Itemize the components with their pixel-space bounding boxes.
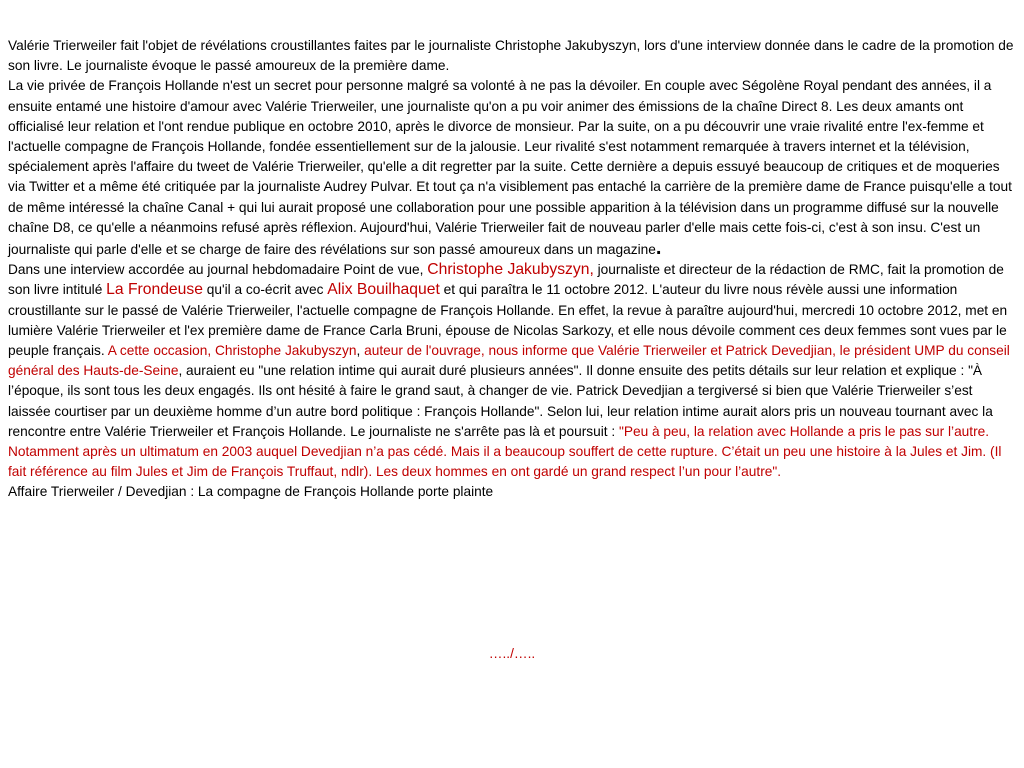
interview-text-c: qu'il a co-écrit avec bbox=[202, 282, 328, 298]
article-body bbox=[8, 36, 1016, 503]
paragraph-private-life-text: La vie privée de François Hollande n'est un secret pour personne malgré sa volonté à ne pas la dévoiler. En couple avec Ségolène Royal pendant des années, il a ensuite entamé une histoire d'amour avec Valérie Trierweiler, une journaliste qu'on a pu voir animer des émissions de la chaîne Direct 8. Les deux amants ont officialisé leur relation et l'ont rendue publique en octobre 2010, après le divorce de monsieur. Par la suite, on a pu découvrir une vraie rivalité entre l'ex-femme et l'actuelle compagne de François Hollande, fondée essentiellement sur de la jalousie. Leur rivalité s'est notamment remarquée à travers internet et la télévision, spécialement après l'affaire du tweet de Valérie Trierweiler, qu'elle a dit regretter par la suite. Cette dernière a depuis essuyé beaucoup de critiques et de moqueries via Twitter et a même été critiquée par la journaliste Audrey Pulvar. Et tout ça n'a visiblement pas entaché la carrière de la première dame de France puisqu'elle a tout de même intéressé la chaîne Canal + qui lui aurait proposé une collaboration pour une possible apparition à la télévision dans un programme diffusé sur la nouvelle chaîne D8, ce qu'elle a néanmoins refusé après réflexion. Aujourd'hui, Valérie Trierweiler fait de nouveau parler d'elle mais cette fois-ci, c'est à son insu. C'est un journaliste qui parle d'elle et se charge de faire des révélations sur son passé amoureux dans un magazine bbox=[8, 78, 1012, 258]
paragraph-interview bbox=[8, 260, 1016, 482]
interview-text-a: Dans une interview accordée au journal hebdomadaire Point de vue, bbox=[8, 262, 428, 278]
red-text-author: auteur de l'ouvrage, nous informe que Valérie Trierweiler et Patrick Devedjian, le président UMP du conseil général des Hauts-de-Seine bbox=[8, 343, 1010, 379]
author-name-highlight: Christophe Jakubyszyn, bbox=[427, 261, 594, 279]
red-text-quote: "Peu à peu, la relation avec Hollande a pris le pas sur l’autre. Notamment après un ultimatum en 2003 auquel Devedjian n’a pas cédé. Mais il a beaucoup souffert de cette rupture. C’était un peu une histoire à la Jules et Jim. (Il fait référence au film Jules et Jim de François Truffaut, ndlr). Les deux hommes en ont gardé un grand respect l’un pour l’autre". bbox=[8, 423, 1002, 480]
book-title-highlight: La Frondeuse bbox=[106, 281, 203, 299]
interview-text-b: journaliste et directeur de la rédaction de RMC, fait la promotion de son livre intitulé bbox=[8, 262, 1004, 298]
interview-text-e: , auraient eu "une relation intime qui aurait duré plusieurs années". Il donne ensuite des petits détails sur leur relation et explique : "À l’époque, ils sont tous les deux engagés. Ils ont hésité à faire le grand saut, à changer de vie. Patrick Devedjian a tergiversé si bien que Valérie Trierweiler s’est laissée courtiser par un deuxième homme d’un autre bord politique : François Hollande". Selon lui, leur relation intime aurait alors pris un nouveau tournant avec la rencontre entre Valérie Trierweiler et François Hollande. Le journaliste ne s'arrête pas là et poursuit : bbox=[8, 363, 993, 439]
paragraph-headline: Affaire Trierweiler / Devedjian : La compagne de François Hollande porte plainte bbox=[8, 484, 494, 500]
interview-comma: , bbox=[356, 343, 361, 359]
continuation-mark: …../….. bbox=[488, 646, 536, 661]
coauthor-name-highlight: Alix Bouilhaquet bbox=[327, 281, 440, 299]
paragraph-intro: Valérie Trierweiler fait l'objet de révélations croustillantes faites par le journaliste Christophe Jakubyszyn, lors d'une interview donnée dans le cadre de la promotion de son livre. Le journaliste évoque le passé amoureux de la première dame. bbox=[8, 38, 1014, 74]
interview-text-d: et qui paraîtra le 11 octobre 2012. L'auteur du livre nous révèle aussi une information croustillante sur le passé de Valérie Trierweiler, l'actuelle compagne de François Hollande. En effet, la revue à paraître aujourd'hui, mercredi 10 octobre 2012, met en lumière Valérie Trierweiler et l'ex première dame de France Carla Bruni, épouse de Nicolas Sarkozy, et elle nous dévoile comment ces deux femmes sont vues par le peuple français. bbox=[8, 282, 1008, 359]
paragraph-private-life bbox=[8, 76, 1016, 260]
paragraph-end-dot: . bbox=[655, 237, 662, 260]
red-text-occasion: A cette occasion, Christophe Jakubyszyn bbox=[107, 343, 357, 359]
